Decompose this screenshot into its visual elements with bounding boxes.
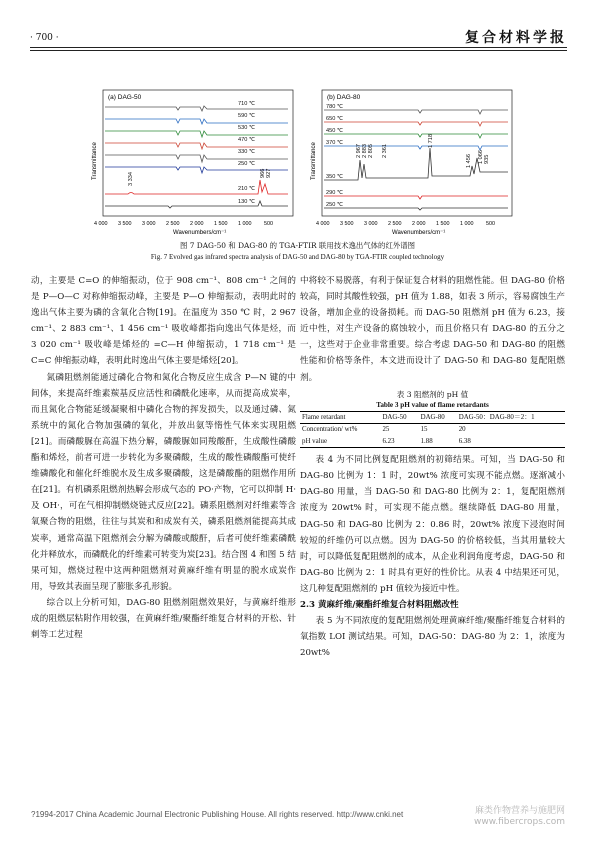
temp-b-6: 250 ℃: [326, 202, 344, 208]
xtick-b-5: 1 500: [436, 221, 450, 227]
table-header-row: [300, 411, 565, 424]
xtick-a-1: 3 500: [118, 221, 132, 227]
panel-a: [92, 90, 293, 236]
temp-a-2: 530 ℃: [238, 125, 256, 131]
temp-a-1: 590 ℃: [238, 113, 256, 119]
figure-caption-cn: 图 7 DAG-50 和 DAG-80 的 TGA-FTIR 联用技术逸出气体的红外谱图: [179, 241, 416, 250]
temp-b-3: 370 ℃: [326, 140, 344, 146]
xtick-b-1: 3 500: [340, 221, 354, 227]
table-3-caption-cn: 表 3 阻燃剂的 pH 值: [396, 389, 469, 399]
xtick-b-2: 3 000: [364, 221, 378, 227]
temp-b-0: 780 ℃: [326, 104, 344, 110]
temp-a-0: 710 ℃: [238, 101, 256, 107]
table-cell: Concentration/ wt%: [302, 426, 358, 434]
journal-title: 复合材料学报: [465, 30, 567, 46]
right-column: [300, 273, 565, 661]
peak-b-2: 2 805: [368, 144, 374, 158]
xtick-a-5: 1 500: [214, 221, 228, 227]
peak-b-3: 2 361: [382, 144, 388, 158]
temp-b-2: 450 ℃: [326, 128, 344, 134]
right-paragraph-2: 表 4 为不同比例复配阻燃剂的初筛结果。可知，当 DAG-50 和 DAG-80 比例为 1：1 时，20wt% 浓度可实现不能点燃。逐渐减小 DAG-80 用量，当 DAG-50 和 DAG-80 比例为 2：1，复配阻燃剂浓度为 20wt% 时，可实现不能点燃。继续降低 DAG-80 用量，DAG-50 和 DAG-80 比例为 2：0.86 时，20wt% 浓度下浸泡时间较短的纤维仍可以点燃。因为 DAG-50 的价格较低，当其用量较大时，可以降低复配阻燃剂的成本，从企业利润角度考虑，DAG-50 和 DAG-80 比例为 2：1 时具有更好的性价比。从表 4 中结果还可见，这几种复配阻燃剂的 pH 值较为接近中性。: [300, 455, 565, 594]
temp-a-7: 130 ℃: [238, 199, 256, 205]
xtick-a-2: 3 000: [142, 221, 156, 227]
xlabel-a: Wavenumbers/cm⁻¹: [173, 230, 227, 236]
panel-a-label: (a) DAG-50: [108, 94, 142, 101]
xtick-a-4: 2 000: [190, 221, 204, 227]
figure-7-spectra: [88, 88, 514, 236]
section-heading: 2.3 黄麻纤维/聚酯纤维复合材料阻燃改性: [300, 600, 459, 610]
left-paragraph-1: 动，主要是 C=O 的伸缩振动，位于 908 cm⁻¹、808 cm⁻¹ 之间的是 P—O—C 对称伸缩振动峰，主要是 P—O 伸缩振动，表明此时的逸出气体主要为磷的含氧化合物[19]。在温度为 350 ℃ 时，2 967 cm⁻¹、2 883 cm⁻¹、1 456 cm⁻¹ 吸收峰都指向逸出气体是烃，而 3 020 cm⁻¹ 吸收峰是烯烃的 =C—H 伸缩振动，1 718 cm⁻¹ 是 C=C 伸缩振动峰，表明此时逸出气体主要是烯烃[20]。: [31, 276, 296, 367]
table-row: [300, 436, 565, 448]
temp-b-4: 350 ℃: [326, 174, 344, 180]
right-paragraph-3: 表 5 为不同浓度的复配阻燃剂处理黄麻纤维/聚酯纤维复合材料的氧指数 LOI 测试结果。可知，DAG-50：DAG-80 为 2：1，浓度为 20wt%: [300, 616, 565, 659]
xtick-a-0: 4 000: [94, 221, 108, 227]
header-rule-thin: [30, 50, 567, 51]
temp-a-3: 470 ℃: [238, 137, 256, 143]
peak-b-6: 1 066: [478, 150, 484, 164]
table-header: DAG-80: [420, 413, 445, 421]
xtick-a-3: 2 500: [166, 221, 180, 227]
temp-a-6: 210 ℃: [238, 186, 256, 192]
page-number: · 700 ·: [30, 33, 59, 43]
panel-b: [311, 90, 512, 236]
ylabel-b: Transmittance: [311, 142, 317, 180]
temp-a-5: 250 ℃: [238, 161, 256, 167]
xtick-a-6: 1 000: [238, 221, 252, 227]
xlabel-b: Wavenumbers/cm⁻¹: [392, 230, 446, 236]
temp-b-5: 290 ℃: [326, 190, 344, 196]
table-cell: 25: [382, 426, 390, 434]
watermark-url: www.fibercrops.com: [474, 817, 565, 827]
ylabel-a: Transmittance: [92, 142, 98, 180]
table-3: [300, 411, 565, 449]
peak-b-7: 935: [484, 154, 490, 164]
copyright-footer: ?1994-2017 China Academic Journal Electronic Publishing House. All rights reserved. http://www.cnki.net: [31, 810, 404, 819]
left-paragraph-3: 综合以上分析可知，DAG-80 阻燃剂阻燃效果好，与黄麻纤维形成的阻燃层粘附作用较强，在黄麻纤维/聚酯纤维复合材料的开松、针刺等工艺过程: [31, 597, 296, 641]
table-row: [300, 424, 565, 436]
watermark: [474, 806, 565, 828]
table-cell: 6.38: [458, 437, 471, 445]
header-rule: [30, 47, 567, 48]
table-cell: 6.23: [382, 437, 395, 445]
peak-a-2: 927: [266, 168, 272, 178]
table-cell: 1.88: [420, 437, 433, 445]
peak-b-4: 1 718: [428, 134, 434, 148]
xtick-a-7: 500: [264, 221, 273, 227]
peak-b-1: 2 883: [362, 144, 368, 158]
left-paragraph-2: 氮磷阻燃剂能通过磷化合物和氮化合物反应生成含 P—N 键的中间体，来提高纤维素羰基反应活性和磷酰化速率，从而提高成炭率，而且氮化合物能延缓凝聚相中磷化合物的挥发损失，以及通过磷、氮系统中的氮化合物加强磷的氧化，并放出氨等惰性气体来实现阻燃[21]。而磷酸脲在高温下热分解，磷酸脲如同羧酸酐，生成酸性磷酸酯和烯烃，前者可进一步转化为多聚磷酸，生成的酸性磷酸酯可使纤维磷酸化和催化纤维脱水及生成多聚磷酸，这是磷酸酯的阻燃作用所在[21]。有机磷系阻燃剂热解会形成气态的 PO·产物，它可以抑制 H·及 OH·，可在气相抑制燃烧链式反应[22]。磷系阻燃剂对纤维素等含氧聚合物的阻燃，往往与其炭和和成炭有关，磷系阻燃剂能提高其成炭率，通常高温下阻燃剂会分解为磷酸或酸酐，后者可使纤维素磷酰化并释放水，而磷酰化的纤维素可转变为炭[23]。结合图 4 和图 5 结果可知，燃烧过程中这两种阻燃剂对黄麻纤维有明显的脱水成炭作用，导致其表面呈现了膨胀多孔形貌。: [31, 372, 296, 592]
peak-a-0: 3 334: [128, 172, 134, 186]
right-paragraph-1: 中将较不易脱落，有利于保证复合材料的阻燃性能。但 DAG-80 价格较高，同时其酸性较强，pH 值为 1.88，如表 3 所示，容易腐蚀生产设备，增加企业的设备损耗。而 DAG-50 阻燃剂 pH 值为 6.23，接近中性，对生产设备的腐蚀较小，而且价格只有 DAG-80 的五分之一，这些对于企业非常重要。综合考虑 DAG-50 和 DAG-80 的阻燃性能和价格等条件，本文进而设计了 DAG-50 和 DAG-80 复配阻燃剂。: [300, 276, 565, 383]
left-column: [31, 273, 296, 643]
xtick-b-7: 500: [486, 221, 495, 227]
watermark-cn: 麻类作物营养与施肥网: [474, 806, 565, 816]
xtick-b-0: 4 000: [316, 221, 330, 227]
peak-a-1: 966: [260, 168, 266, 178]
panel-b-label: (b) DAG-80: [327, 94, 361, 101]
temp-b-1: 650 ℃: [326, 116, 344, 122]
table-header: Flame retardant: [302, 413, 346, 421]
table-cell: 15: [420, 426, 428, 434]
table-header: DAG-50: [382, 413, 407, 421]
table-cell: pH value: [302, 437, 328, 445]
temp-a-4: 330 ℃: [238, 149, 256, 155]
peak-b-0: 2 967: [356, 144, 362, 158]
table-3-caption-en: Table 3 pH value of flame retardants: [376, 400, 489, 409]
xtick-b-6: 1 000: [460, 221, 474, 227]
peak-b-5: 1 456: [466, 154, 472, 168]
figure-caption-en: Fig. 7 Evolved gas infrared spectra analysis of DAG-50 and DAG-80 by TGA-FTIR coupled technology: [150, 253, 445, 261]
table-header: DAG-50：DAG-80＝2：1: [458, 413, 535, 421]
xtick-b-4: 2 000: [412, 221, 426, 227]
xtick-b-3: 2 500: [388, 221, 402, 227]
table-cell: 20: [458, 426, 466, 434]
